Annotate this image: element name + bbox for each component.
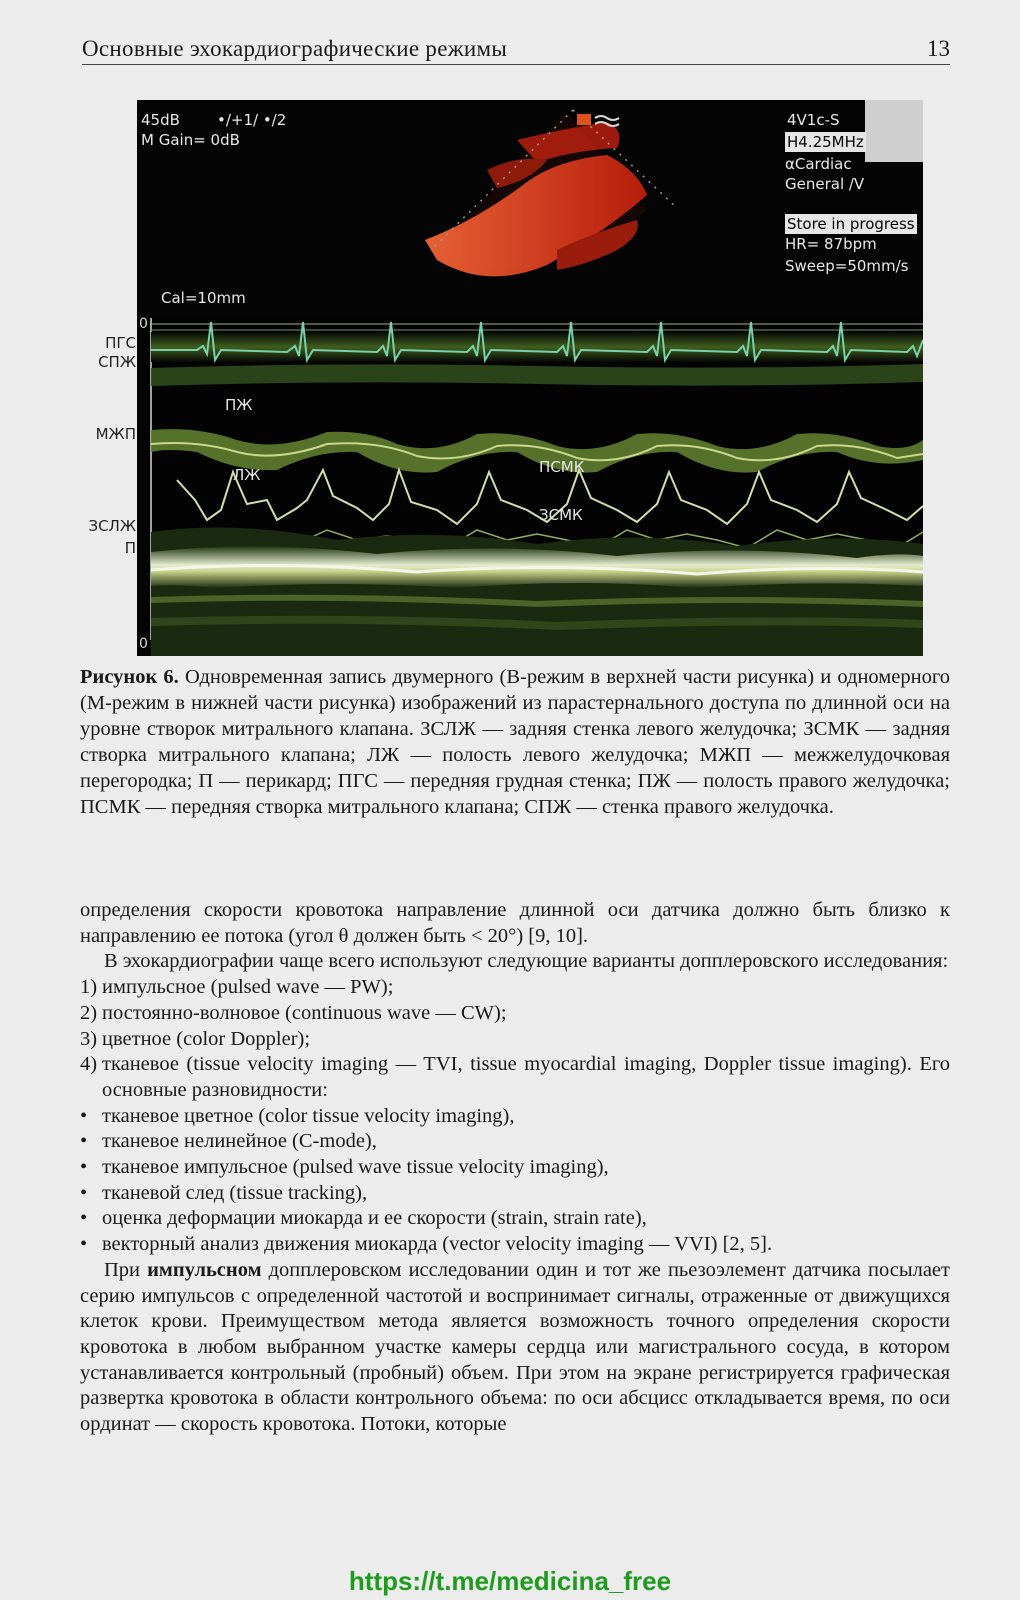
screen-preset-cardiac: αCardiac [785,155,852,173]
list-item: 4) тканевое (tissue velocity imaging — TVI, tissue myocardial imaging, Doppler tissue imaging). Его основные разновидности: [80,1053,950,1101]
screen-mgain: M Gain= 0dB [141,131,240,149]
list-item: 3) цветное (color Doppler); [80,1027,311,1050]
label-mzhp: МЖП [95,425,136,443]
mm-label-amv: ПСМК [539,458,585,476]
bullet-item: • векторный анализ движения миокарда (vector velocity imaging — VVI) [2, 5]. [80,1233,773,1256]
figure-echocardiogram [80,98,952,658]
running-head-title: Основные эхокардиографические режимы [82,36,508,61]
depth-top: 0 [139,316,148,332]
body-text [80,898,950,1438]
label-zslzh: ЗСЛЖ [88,517,136,535]
paragraph: В эхокардиографии чаще всего используют следующие варианты допплеровского исследования: [104,950,949,973]
depth-bottom: 0 [139,636,148,652]
bullet-item: • тканевое импульсное (pulsed wave tissue velocity imaging), [80,1156,609,1179]
running-head [82,34,950,65]
screen-store-status: Store in progress [787,215,915,233]
screen-preset-general: General /V [785,175,865,193]
paragraph: При импульсном допплеровском исследовании один и тот же пьезоэлемент датчика посылает серию импульсов с определенной частотой и воспринимает сигналы, отраженные от движущихся клеток крови. Преимуществом метода является возможность точного определения скорости кровотока в любом выбранном участке камеры сердца или магистрального сосуда, в котором устанавливается контрольный (пробный) объем. При этом на экране регистрируется графическая развертка кровотока в области контрольного объема: по оси абсцисс откладывается время, по оси ординат — скорость кровотока. Потоки, которые [80,1258,950,1436]
ultrasound-screen [137,100,923,656]
bullet-item: • тканевое цветное (color tissue velocity imaging), [80,1104,515,1127]
label-spzh: СПЖ [98,353,136,371]
mm-label-pmv: ЗСМК [539,506,583,524]
screen-probe: 4V1c-S [787,111,840,129]
label-p: П [124,539,136,557]
screen-dr: •/+1/ •/2 [217,111,287,129]
screen-sweep: Sweep=50mm/s [785,257,909,275]
figure-caption [80,664,950,820]
list-item: 2) постоянно-волновое (continuous wave — CW); [80,1001,507,1024]
page-number: 13 [927,36,950,61]
label-pgs: ПГС [105,334,136,352]
bullet-item: • тканевое нелинейное (С-mode), [80,1130,377,1153]
caption-label: Рисунок 6. [80,666,179,688]
mm-label-rv: ПЖ [225,396,253,414]
footer-link[interactable]: https://t.me/medicina_free [348,1566,672,1596]
emphasis: импульсном [147,1258,262,1281]
mm-label-lv: ЛЖ [233,466,261,484]
screen-gain: 45dB [141,111,180,129]
caption-text: Одновременная запись двумерного (В-режим в верхней части рисунка) и одномерного (М-режим в нижней части рисунка) изображений из парастернального доступа по длинной оси на уровне створок митрального клапана. ЗСЛЖ — задняя стенка левого желудочка; ЗСМК — задняя створка митрального клапана; ЛЖ — полость левого желудочка; МЖП — межжелудочковая перегородка; П — перикард; ПГС — передняя грудная стенка; ПЖ — полость правого желудочка; ПСМК — передняя створка митрального клапана; СПЖ — стенка правого желудочка. [80,666,950,818]
screen-calibration: Cal=10mm [161,289,246,307]
bullet-item: • оценка деформации миокарда и ее скорости (strain, strain rate), [80,1207,647,1230]
screen-frequency: H4.25MHz [787,133,864,151]
paragraph: определения скорости кровотока направление длинной оси датчика должно быть близко к направлению ее потока (угол θ должен быть < 20°) [9, 10]. [80,899,950,947]
list-item: 1) импульсное (pulsed wave — PW); [80,976,394,999]
screen-heart-rate: HR= 87bpm [785,235,877,253]
bullet-item: • тканевой след (tissue tracking), [80,1181,368,1204]
